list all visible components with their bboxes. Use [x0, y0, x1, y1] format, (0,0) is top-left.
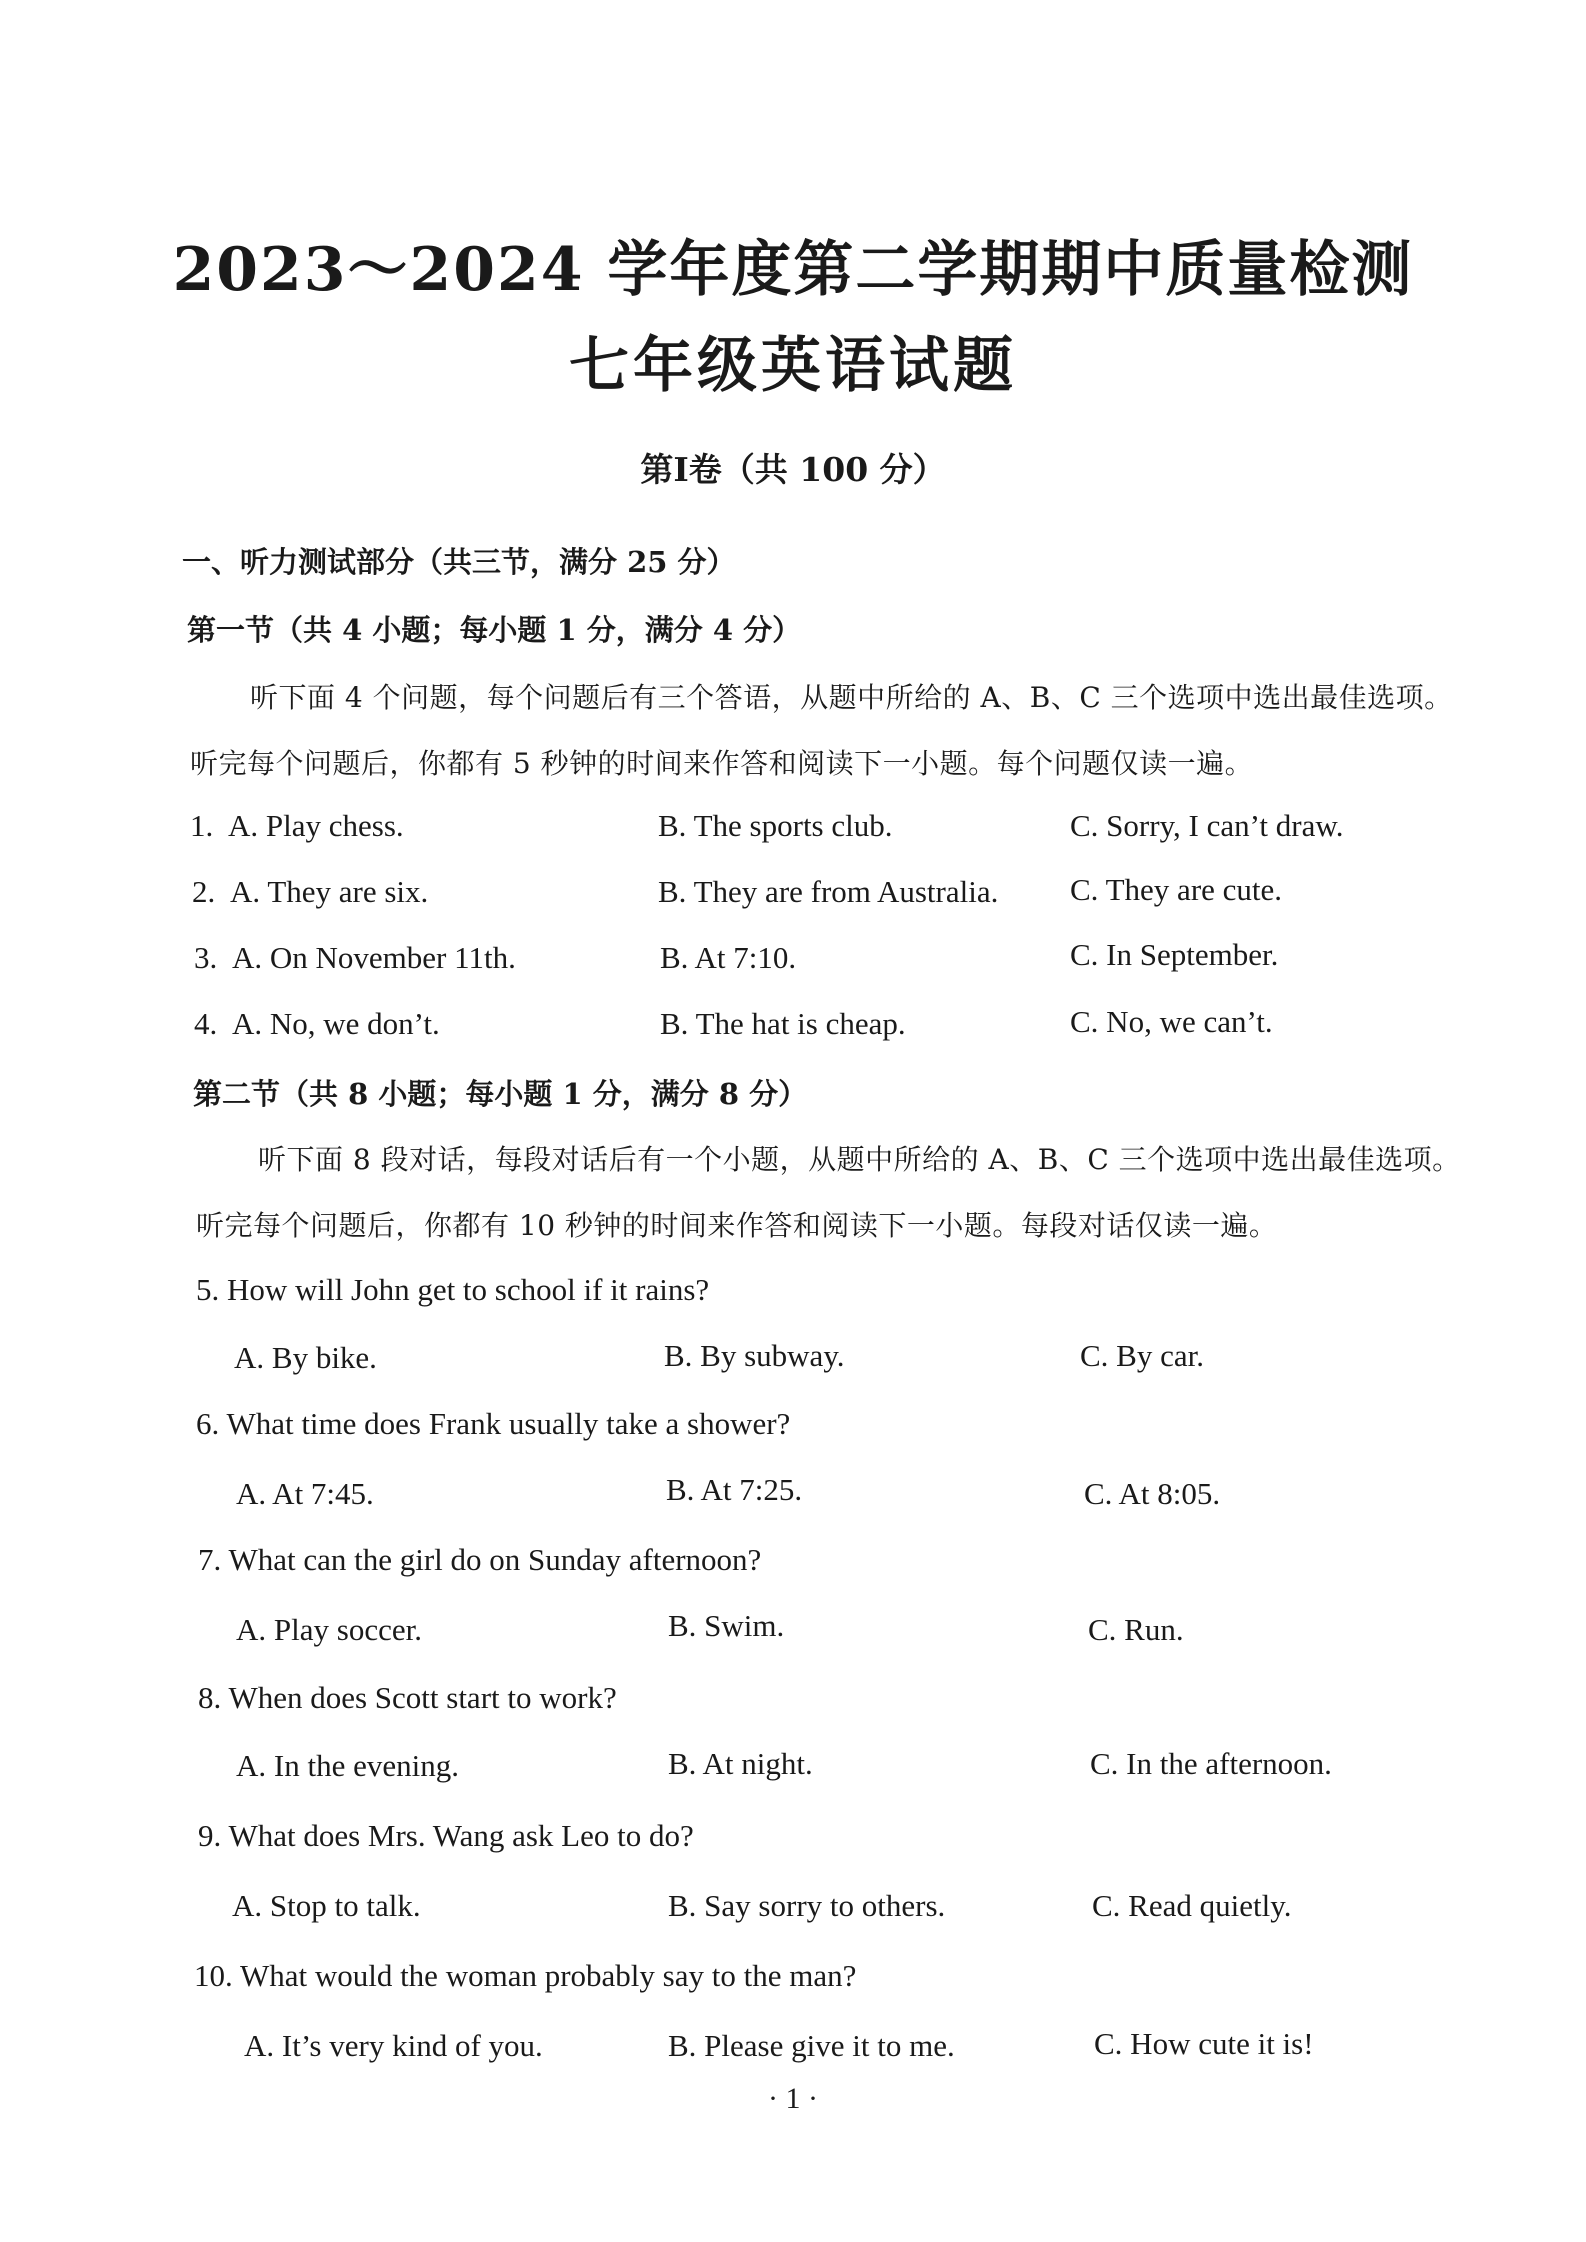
section2-heading: 第二节（共 8 小题；每小题 1 分，满分 8 分） — [193, 1077, 808, 1111]
question-stem: 7. What can the girl do on Sunday afternoon? — [198, 1542, 762, 1577]
option-b: B. The hat is cheap. — [660, 1006, 906, 1041]
question-number: 4. — [194, 1006, 218, 1041]
option-a: A. At 7:45. — [236, 1476, 374, 1511]
section1-heading: 第一节（共 4 小题；每小题 1 分，满分 4 分） — [187, 613, 802, 647]
exam-title-line2: 七年级英语试题 — [569, 331, 1017, 401]
option-b: B. By subway. — [664, 1338, 845, 1373]
question-stem: 5. How will John get to school if it rains? — [196, 1272, 710, 1307]
option-a: A. It’s very kind of you. — [244, 2028, 543, 2063]
option-b: B. Please give it to me. — [668, 2028, 955, 2063]
option-c: C. By car. — [1080, 1338, 1204, 1373]
option-c: C. At 8:05. — [1084, 1476, 1221, 1511]
option-a: A. In the evening. — [236, 1748, 459, 1783]
option-c: C. Read quietly. — [1092, 1888, 1292, 1923]
option-a: A. On November 11th. — [232, 940, 516, 975]
option-a: A. No, we don’t. — [232, 1006, 440, 1041]
question-number: 3. — [194, 940, 218, 975]
section2-instruction-line2: 听完每个问题后，你都有 10 秒钟的时间来作答和阅读下一小题。每段对话仅读一遍。 — [196, 1209, 1278, 1242]
part1-heading: 一、听力测试部分（共三节，满分 25 分） — [182, 545, 736, 579]
question-stem: 6. What time does Frank usually take a shower? — [196, 1406, 791, 1441]
option-b: B. The sports club. — [658, 808, 893, 843]
option-a: A. They are six. — [230, 874, 429, 909]
option-b: B. Say sorry to others. — [668, 1888, 946, 1923]
option-c: C. Sorry, I can’t draw. — [1070, 808, 1344, 843]
section1-instruction-line1: 听下面 4 个问题，每个问题后有三个答语，从题中所给的 A、B、C 三个选项中选出最佳选项。 — [250, 681, 1453, 714]
option-c: C. In the afternoon. — [1090, 1746, 1332, 1781]
option-b: B. At 7:10. — [660, 940, 797, 975]
section2-instruction-line1: 听下面 8 段对话，每段对话后有一个小题，从题中所给的 A、B、C 三个选项中选出最佳选项。 — [258, 1143, 1461, 1176]
question-number: 2. — [192, 874, 216, 909]
question-number: 1. — [190, 808, 214, 843]
option-b: B. Swim. — [668, 1608, 785, 1643]
page-number: · 1 · — [768, 2082, 818, 2115]
exam-title-line1: 2023～2024 学年度第二学期期中质量检测 — [172, 235, 1414, 305]
option-c: C. Run. — [1088, 1612, 1184, 1647]
option-a: A. By bike. — [234, 1340, 377, 1375]
option-a: A. Play soccer. — [236, 1612, 422, 1647]
option-c: C. They are cute. — [1070, 872, 1283, 907]
option-c: C. In September. — [1070, 937, 1279, 972]
option-b: B. At 7:25. — [666, 1472, 803, 1507]
section1-instruction-line2: 听完每个问题后，你都有 5 秒钟的时间来作答和阅读下一小题。每个问题仅读一遍。 — [190, 747, 1254, 780]
question-stem: 10. What would the woman probably say to the man? — [194, 1958, 857, 1993]
option-c: C. No, we can’t. — [1070, 1004, 1273, 1039]
option-b: B. They are from Australia. — [658, 874, 999, 909]
question-stem: 8. When does Scott start to work? — [198, 1680, 617, 1715]
option-b: B. At night. — [668, 1746, 813, 1781]
option-a: A. Play chess. — [228, 808, 404, 843]
question-stem: 9. What does Mrs. Wang ask Leo to do? — [198, 1818, 694, 1853]
option-a: A. Stop to talk. — [232, 1888, 421, 1923]
option-c: C. How cute it is! — [1094, 2026, 1314, 2061]
volume-heading: 第Ⅰ卷（共 100 分） — [640, 450, 946, 489]
